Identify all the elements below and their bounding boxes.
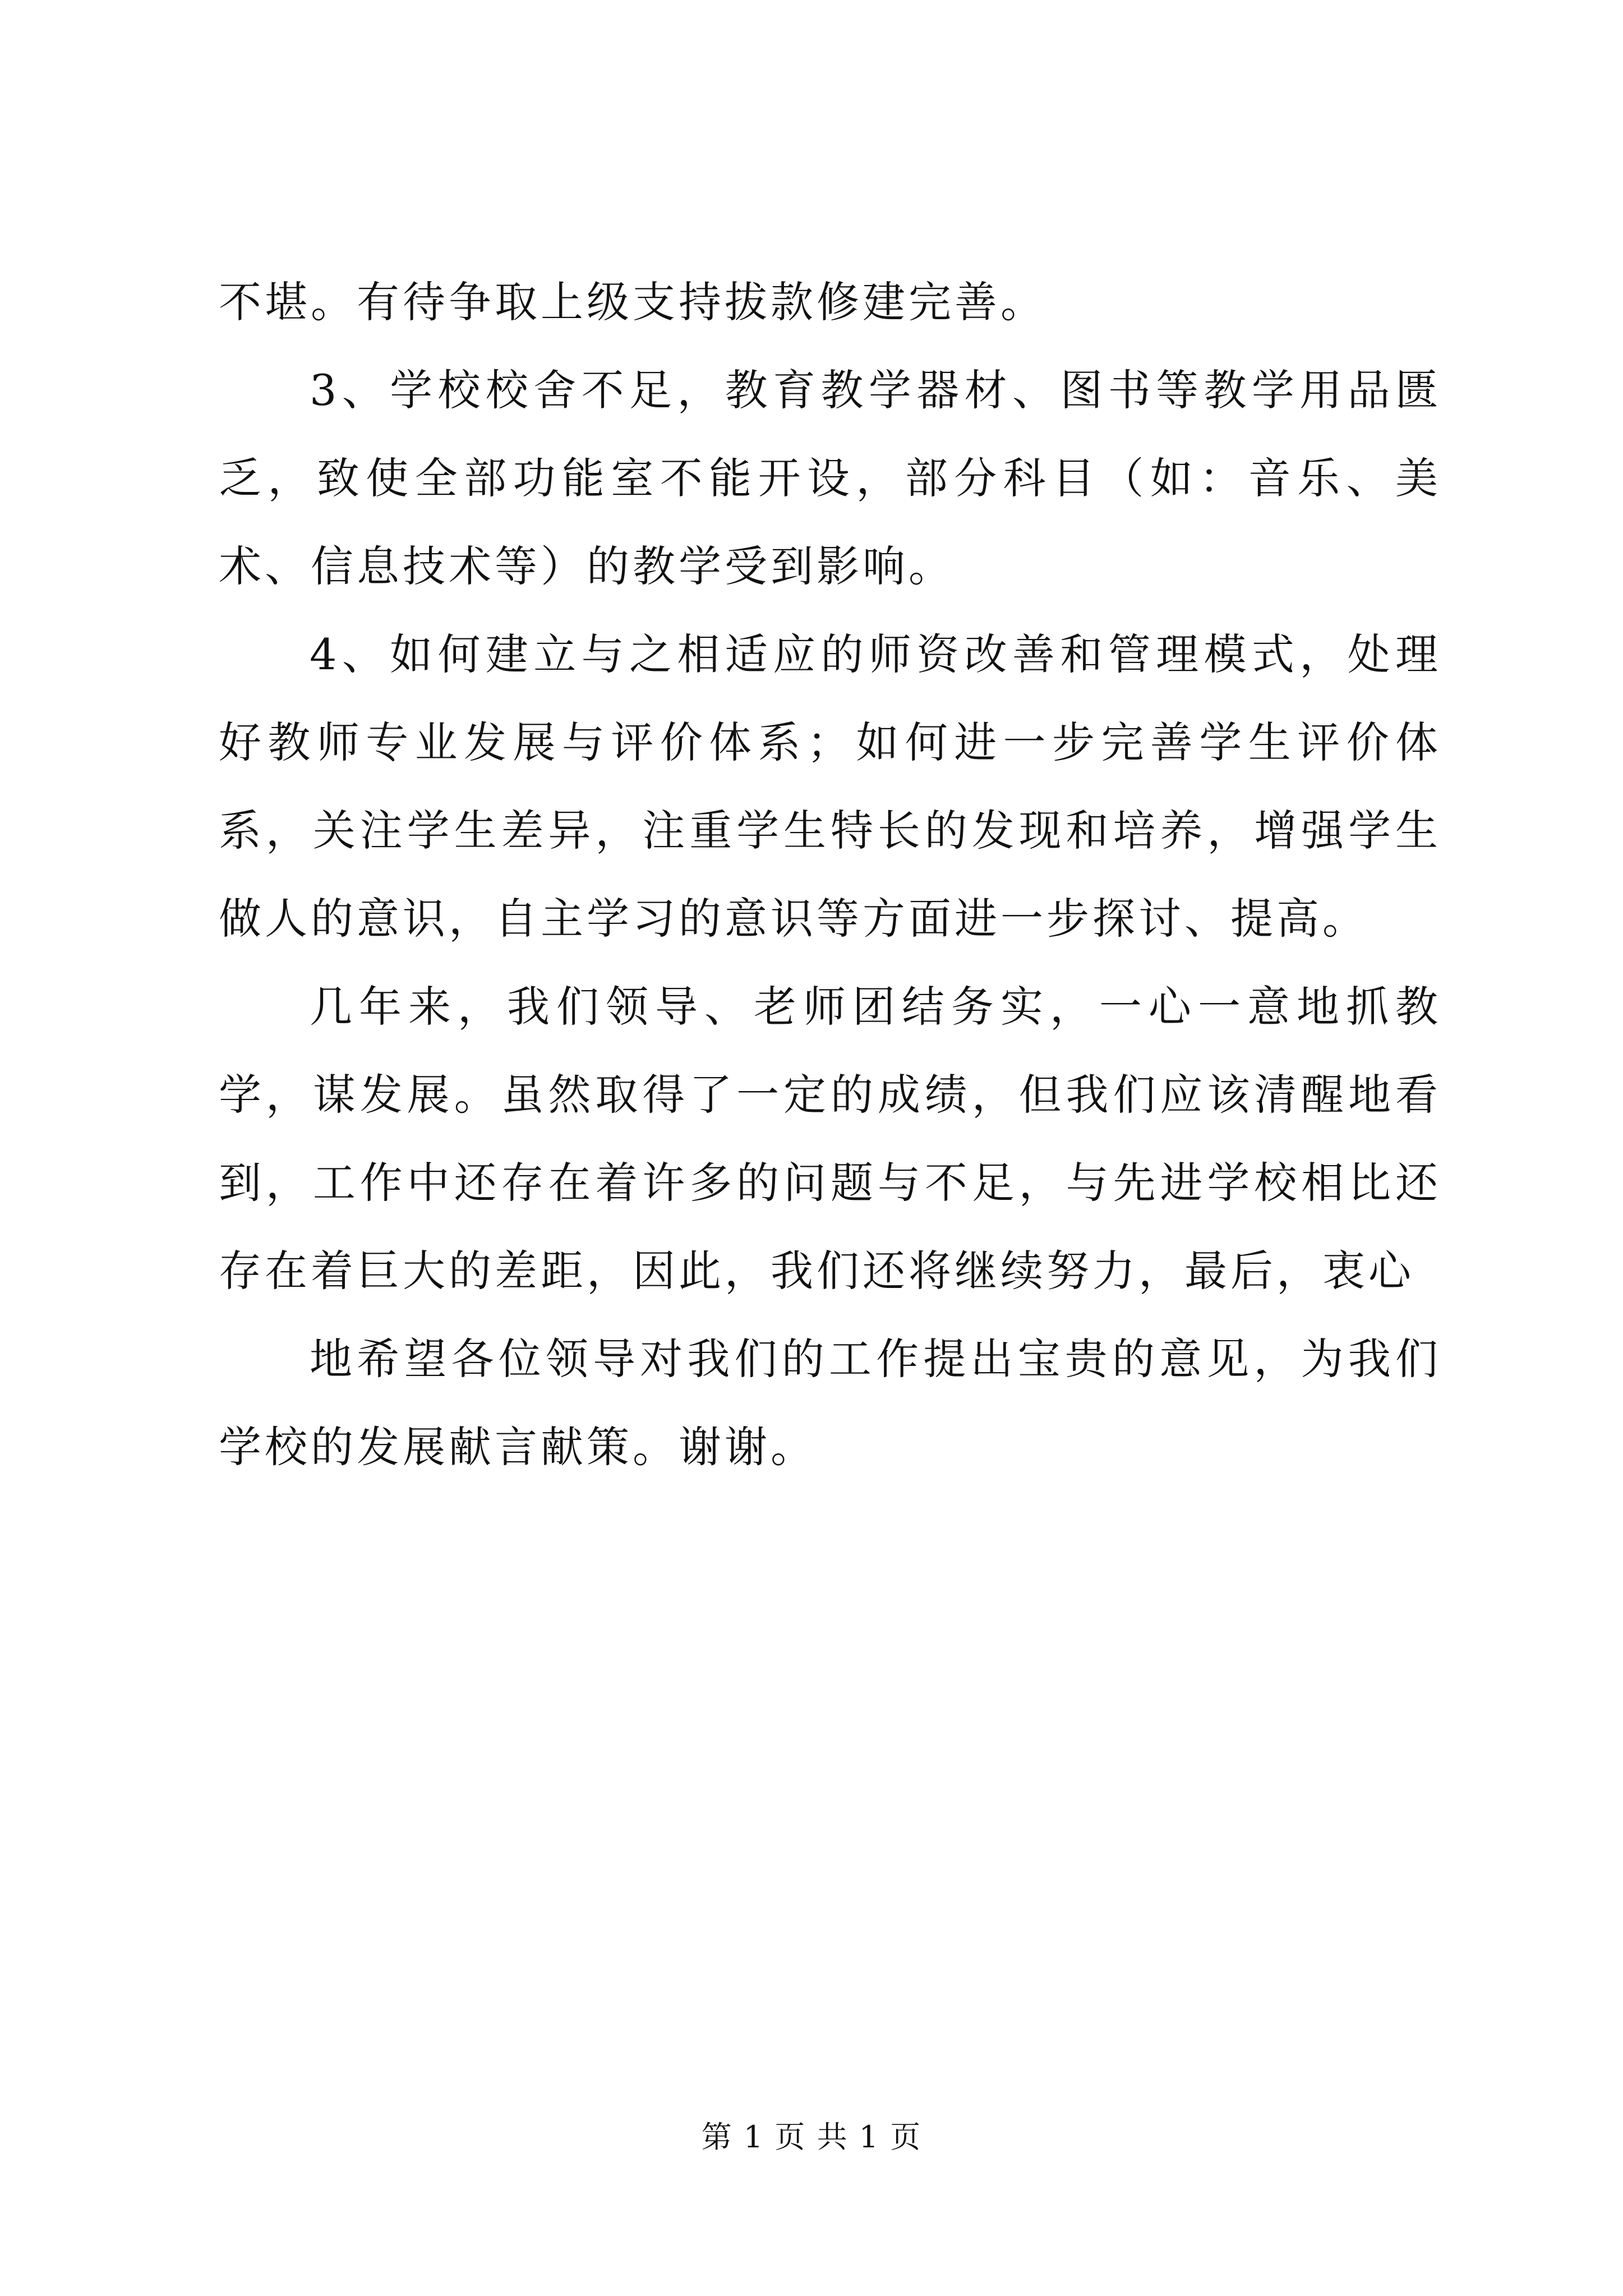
- paragraph-conclusion: 几年来，我们领导、老师团结务实，一心一意地抓教学，谋发展。虽然取得了一定的成绩，但我们应该清醒地看到，工作中还存在着许多的问题与不足，与先进学校相比还存在着巨大的差距，因此，我们还将继续努力，最后，衷心: [219, 982, 1441, 1296]
- paragraph-item-4: 4、如何建立与之相适应的师资改善和管理模式，处理好教师专业发展与评价体系；如何进一步完善学生评价体系，关注学生差异，注重学生特长的发现和培养，增强学生做人的意识，自主学习的意识等方面进一步探讨、提高。: [219, 629, 1441, 944]
- paragraph-closing: 地希望各位领导对我们的工作提出宝贵的意见，为我们学校的发展献言献策。谢谢。: [219, 1334, 1441, 1472]
- paragraph-item-3: 3、学校校舍不足，教育教学器材、图书等教学用品匮乏，致使全部功能室不能开设，部分科目（如：音乐、美术、信息技术等）的教学受到影响。: [219, 365, 1441, 591]
- page-number-footer: 第 1 页 共 1 页: [701, 2119, 922, 2155]
- paragraph-continuation: 不堪。有待争取上级支持拔款修建完善。: [219, 277, 1046, 327]
- document-body: [219, 258, 1441, 1491]
